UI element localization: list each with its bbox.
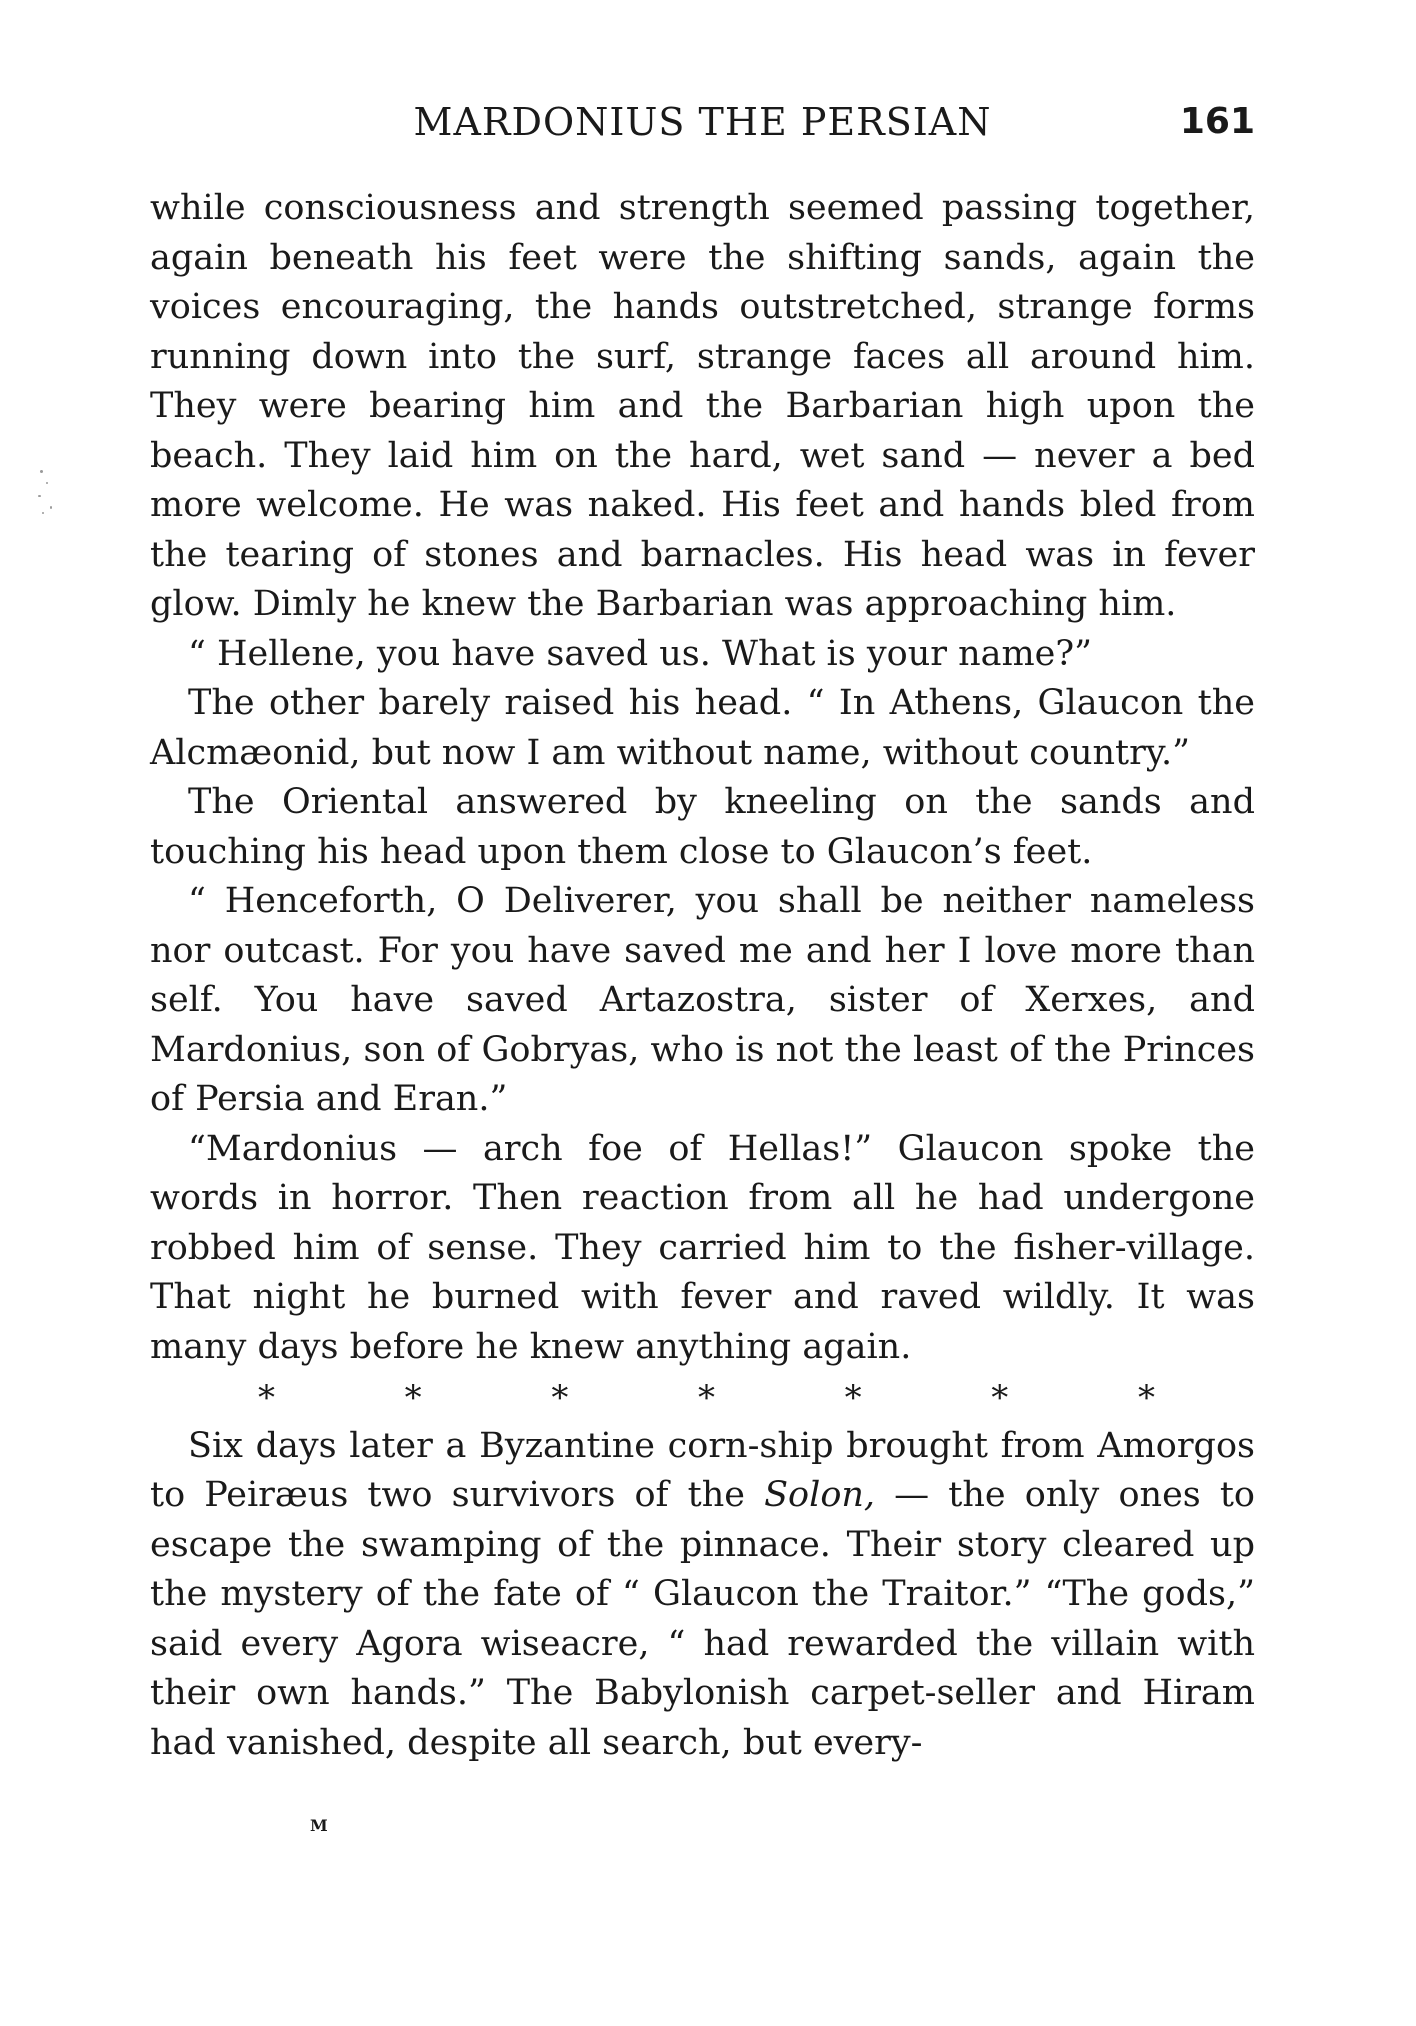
paragraph: The Oriental answered by kneeling on the sands and touching his head upon them close to Glaucon’s feet. (150, 782, 1255, 872)
section-break-asterism (150, 1372, 1255, 1422)
ship-name: Solon, (764, 1475, 876, 1515)
asterisk: * (551, 1378, 569, 1418)
scan-speck (46, 482, 48, 484)
closing-text-end: — the only ones to escape the swamping of the pinnace. Their story cleared up the mystery of the fate of “ Glaucon the Traitor.” “The gods,” said every Agora wiseacre, “ had rewarded the villain with their own hands.” The Babylonish carpet-seller and Hiram had vanished, despite all search, but every- (150, 1475, 1255, 1763)
scan-speck (40, 470, 43, 473)
asterisk: * (697, 1378, 715, 1418)
asterisk: * (404, 1378, 422, 1418)
page-number: 161 (1179, 101, 1255, 142)
paragraph: while consciousness and strength seemed passing together, again beneath his feet were the shifting sands, again the voices encouraging, the hands outstretched, strange forms running down into the surf, strange faces all around him. They were bearing him and the Barbarian high upon the beach. They laid him on the hard, wet sand — never a bed more welcome. He was naked. His feet and hands bled from the tearing of stones and barnacles. His head was in fever glow. Dimly he knew the Barbarian was approaching him. (150, 188, 1255, 624)
asterisk: * (1137, 1378, 1155, 1418)
paragraph: The other barely raised his head. “ In Athens, Glaucon the Alcmæonid, but now I am without name, without country.” (150, 683, 1255, 773)
body-text (150, 184, 1255, 1768)
running-title: MARDONIUS THE PERSIAN (413, 100, 992, 144)
closing-text-start: Six days later a Byzantine corn-ship brought from Amorgos to Peiræus two survivors of the (150, 1425, 1255, 1515)
closing-paragraph (150, 1422, 1255, 1769)
asterisk: * (258, 1378, 275, 1418)
printer-signature-mark: M (310, 1816, 329, 1835)
asterisk: * (991, 1378, 1009, 1418)
scan-speck (50, 506, 52, 509)
paragraph: “Mardonius — arch foe of Hellas!” Glaucon spoke the words in horror. Then reaction from all he had undergone robbed him of sense. They carried him to the fisher-village. That night he burned with fever and raved wildly. It was many days before he knew anything again. (150, 1128, 1255, 1367)
running-head (150, 96, 1255, 148)
scan-speck (42, 512, 44, 514)
paragraph: “ Henceforth, O Deliverer, you shall be neither nameless nor outcast. For you have saved me and her I love more than self. You have saved Artazostra, sister of Xerxes, and Mardonius, son of Gobryas, who is not the least of the Princes of Persia and Eran.” (150, 881, 1255, 1119)
asterisk: * (844, 1378, 862, 1418)
scan-speck (38, 495, 41, 497)
paragraph: “ Hellene, you have saved us. What is your name?” (188, 633, 1093, 674)
